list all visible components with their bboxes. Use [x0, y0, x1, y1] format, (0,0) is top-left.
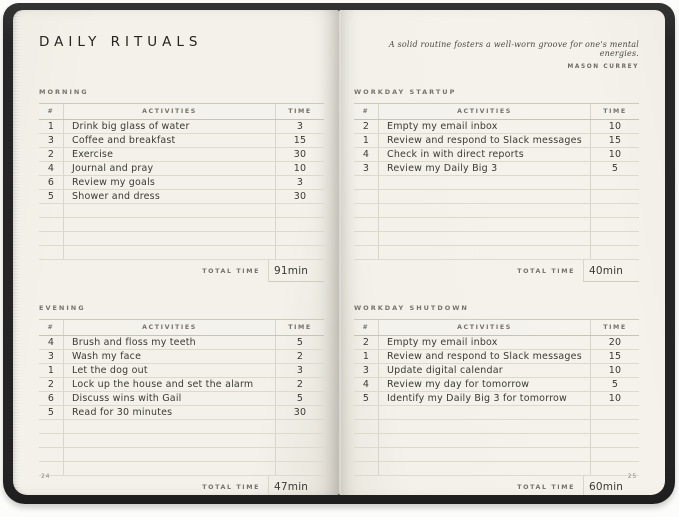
- row-activity: Coffee and breakfast: [63, 134, 275, 147]
- empty-row: [39, 448, 324, 462]
- row-priority-number: 2: [47, 379, 55, 390]
- header-num: #: [47, 108, 55, 115]
- table-row: [39, 134, 324, 148]
- quote-block: [354, 40, 639, 70]
- header-time: TIME: [590, 104, 639, 119]
- table-row: [39, 336, 324, 350]
- quote-attribution: MASON CURREY: [567, 64, 639, 70]
- row-time: 10: [590, 148, 639, 161]
- row-time: 2: [275, 378, 324, 391]
- row-priority-number: 3: [362, 163, 370, 174]
- row-time: 3: [275, 176, 324, 189]
- row-priority-number: 2: [362, 121, 370, 132]
- right-page-number: 25: [627, 473, 637, 480]
- row-time: 10: [275, 162, 324, 175]
- row-activity: Review and respond to Slack messages: [378, 134, 590, 147]
- table-row: [354, 378, 639, 392]
- row-time: 3: [275, 120, 324, 133]
- row-activity: Brush and floss my teeth: [63, 336, 275, 349]
- section-evening: [39, 304, 324, 495]
- total-time-value: 91min: [268, 260, 324, 282]
- row-activity: Discuss wins with Gail: [63, 392, 275, 405]
- workday-startup-label: WORKDAY STARTUP: [354, 88, 457, 96]
- row-priority-number: 1: [47, 365, 55, 376]
- total-time-label: TOTAL TIME: [202, 267, 260, 275]
- row-activity: Drink big glass of water: [63, 120, 275, 133]
- total-row: [39, 476, 324, 495]
- total-row: [354, 476, 639, 495]
- table-row: [354, 350, 639, 364]
- row-activity: Review my goals: [63, 176, 275, 189]
- header-time: TIME: [275, 104, 324, 119]
- table-row: [39, 162, 324, 176]
- row-time: 5: [275, 336, 324, 349]
- row-time: 5: [275, 392, 324, 405]
- empty-row: [354, 420, 639, 434]
- row-time: 10: [590, 392, 639, 405]
- row-activity: Review my day for tomorrow: [378, 378, 590, 391]
- total-row: [354, 260, 639, 282]
- header-time: TIME: [590, 320, 639, 335]
- row-activity: Exercise: [63, 148, 275, 161]
- row-time: 20: [590, 336, 639, 349]
- notebook-cover: [3, 3, 675, 504]
- empty-row: [354, 218, 639, 232]
- row-priority-number: 4: [47, 163, 55, 174]
- row-activity: Update digital calendar: [378, 364, 590, 377]
- empty-row: [354, 434, 639, 448]
- row-activity: Shower and dress: [63, 190, 275, 203]
- header-num: #: [362, 324, 370, 331]
- row-time: 30: [275, 406, 324, 419]
- row-activity: Review my Daily Big 3: [378, 162, 590, 175]
- table-row: [39, 392, 324, 406]
- header-num: #: [362, 108, 370, 115]
- row-activity: Journal and pray: [63, 162, 275, 175]
- row-priority-number: 3: [47, 135, 55, 146]
- row-activity: Review and respond to Slack messages: [378, 350, 590, 363]
- table-row: [39, 406, 324, 420]
- row-time: 10: [590, 120, 639, 133]
- total-row: [39, 260, 324, 282]
- row-time: 2: [275, 350, 324, 363]
- row-activity: Empty my email inbox: [378, 336, 590, 349]
- empty-row: [39, 232, 324, 246]
- row-priority-number: 1: [362, 135, 370, 146]
- row-priority-number: 6: [47, 177, 55, 188]
- row-activity: Lock up the house and set the alarm: [63, 378, 275, 391]
- workday-shutdown-label: WORKDAY SHUTDOWN: [354, 304, 469, 312]
- total-time-label: TOTAL TIME: [517, 267, 575, 275]
- morning-table: [39, 103, 324, 282]
- row-priority-number: 4: [47, 337, 55, 348]
- empty-row: [354, 406, 639, 420]
- row-time: 30: [275, 148, 324, 161]
- empty-row: [39, 246, 324, 260]
- empty-row: [39, 462, 324, 476]
- row-priority-number: 2: [362, 337, 370, 348]
- empty-row: [354, 190, 639, 204]
- morning-label: MORNING: [39, 88, 89, 96]
- row-activity: Check in with direct reports: [378, 148, 590, 161]
- evening-table: [39, 319, 324, 495]
- right-page: [339, 10, 665, 495]
- total-time-label: TOTAL TIME: [202, 483, 260, 491]
- page-title: DAILY RITUALS: [39, 34, 203, 50]
- empty-row: [39, 420, 324, 434]
- row-priority-number: 4: [362, 379, 370, 390]
- empty-row: [354, 462, 639, 476]
- row-time: 15: [275, 134, 324, 147]
- empty-row: [39, 218, 324, 232]
- row-time: 5: [590, 162, 639, 175]
- table-row: [354, 120, 639, 134]
- row-priority-number: 1: [47, 121, 55, 132]
- table-row: [39, 148, 324, 162]
- workday-startup-table: [354, 103, 639, 282]
- row-priority-number: 2: [47, 149, 55, 160]
- left-page: [13, 10, 339, 495]
- row-priority-number: 5: [47, 191, 55, 202]
- table-row: [354, 134, 639, 148]
- header-activities: ACTIVITIES: [378, 320, 590, 335]
- row-priority-number: 4: [362, 149, 370, 160]
- row-time: 15: [590, 134, 639, 147]
- row-priority-number: 3: [362, 365, 370, 376]
- header-num: #: [47, 324, 55, 331]
- left-page-number: 24: [41, 473, 51, 480]
- total-time-label: TOTAL TIME: [517, 483, 575, 491]
- table-row: [354, 364, 639, 378]
- quote-text: A solid routine fosters a well-worn groove for one's mental energies.: [388, 40, 639, 58]
- table-row: [39, 120, 324, 134]
- table-row: [39, 350, 324, 364]
- table-header-row: [354, 103, 639, 120]
- row-activity: Identify my Daily Big 3 for tomorrow: [378, 392, 590, 405]
- row-activity: Let the dog out: [63, 364, 275, 377]
- table-row: [354, 336, 639, 350]
- page-spread: [13, 10, 665, 495]
- total-time-value: 47min: [268, 476, 324, 495]
- empty-row: [354, 176, 639, 190]
- table-row: [354, 148, 639, 162]
- empty-row: [354, 204, 639, 218]
- row-time: 30: [275, 190, 324, 203]
- section-workday-shutdown: [354, 304, 639, 495]
- empty-row: [39, 434, 324, 448]
- table-header-row: [354, 319, 639, 336]
- header-time: TIME: [275, 320, 324, 335]
- table-header-row: [39, 319, 324, 336]
- total-time-value: 40min: [583, 260, 639, 282]
- empty-row: [354, 448, 639, 462]
- table-header-row: [39, 103, 324, 120]
- row-time: 15: [590, 350, 639, 363]
- row-time: 5: [590, 378, 639, 391]
- empty-row: [354, 246, 639, 260]
- row-time: 10: [590, 364, 639, 377]
- empty-row: [354, 232, 639, 246]
- row-activity: Read for 30 minutes: [63, 406, 275, 419]
- row-priority-number: 1: [362, 351, 370, 362]
- row-activity: Wash my face: [63, 350, 275, 363]
- table-row: [39, 378, 324, 392]
- row-priority-number: 5: [362, 393, 370, 404]
- row-priority-number: 6: [47, 393, 55, 404]
- header-activities: ACTIVITIES: [63, 320, 275, 335]
- header-activities: ACTIVITIES: [378, 104, 590, 119]
- row-priority-number: 5: [47, 407, 55, 418]
- total-time-value: 60min: [583, 476, 639, 495]
- evening-label: EVENING: [39, 304, 86, 312]
- empty-row: [39, 204, 324, 218]
- table-row: [39, 190, 324, 204]
- row-time: 3: [275, 364, 324, 377]
- row-priority-number: 3: [47, 351, 55, 362]
- row-activity: Empty my email inbox: [378, 120, 590, 133]
- table-row: [39, 176, 324, 190]
- workday-shutdown-table: [354, 319, 639, 495]
- section-workday-startup: [354, 88, 639, 282]
- table-row: [354, 392, 639, 406]
- table-row: [354, 162, 639, 176]
- section-morning: [39, 88, 324, 282]
- header-activities: ACTIVITIES: [63, 104, 275, 119]
- table-row: [39, 364, 324, 378]
